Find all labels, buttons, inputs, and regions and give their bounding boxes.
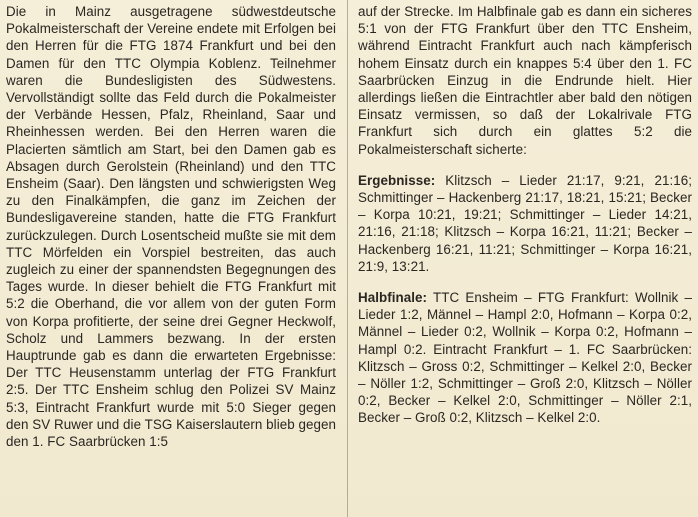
semifinal-text: TTC Ensheim – FTG Frankfurt: Wollnik – Lieder 1:2, Männel – Hampl 2:0, Hofmann – Korpa 0:2, Männel – Lieder 0:2, Wollnik – Korpa 0:2, Hofmann – Hampl 0:2. Eintracht Frankfurt – 1. FC Saarbrücken: Klitzsch – Gross 0:2, Schmittinger – Kelkel 2:0, Becker – Nöller 1:2, Schmittinger – Groß 2:0, Klitzsch – Nöller 0:2, Becker – Kelkel 2:0, Schmittinger – Nöller 2:1, Becker – Groß 0:2, Klitzsch – Kelkel 2:0.	[358, 290, 692, 426]
column-divider	[347, 0, 348, 517]
results-label: Ergebnisse:	[358, 172, 436, 188]
article-intro-paragraph: Die in Mainz ausgetragene südwestdeutsche Pokalmeisterschaft der Vereine endete mit Erfolgen bei den Herren für die FTG 1874 Frankfurt und bei den Damen für den TTC Olympia Koblenz. Teilnehmer waren die Bundesligisten des Südwestens. Vervollständigt sollte das Feld durch die Pokalmeister der Verbände Hessen, Pfalz, Rheinland, Saar und Rheinhessen werden. Bei den Herren waren die Placierten sämtlich am Start, bei den Damen gab es Absagen durch Gerolstein (Rheinland) und den TTC Ensheim (Saar). Den längsten und schwierigsten Weg zu den Finalkämpfen, die ganz im Zeichen der Bundesligavereine standen, hatte die FTG Frankfurt zurückzulegen. Durch Losentscheid mußte sie mit dem TTC Mörfelden ein Vorspiel bestreiten, das auch zugleich zu einer der spannendsten Begegnungen des Tages wurde. In dieser behielt die FTG Frankfurt mit 5:2 die Oberhand, die vor allem von der guten Form von Korpa profitierte, der seine drei Gegner Heckwolf, Scholz und Lammers bezwang. In der ersten Hauptrunde gab es dann die erwarteten Ergebnisse: Der TTC Heusenstamm unterlag der FTG Frankfurt 2:5. Der TTC Ensheim schlug den Polizei SV Mainz 5:3, Eintracht Frankfurt wurde mit 5:0 Sieger gegen den SV Ruwer und die TSG Kaiserslautern blieb gegen den 1. FC Saarbrücken 1:5	[6, 4, 336, 450]
results-text: Klitzsch – Lieder 21:17, 9:21, 21:16; Schmittinger – Hackenberg 21:17, 18:21, 15:21; Becker – Korpa 10:21, 19:21; Schmittinger – Lieder 14:21, 21:16, 21:18; Klitzsch – Korpa 16:21, 11:21; Becker – Hackenberg 16:21, 11:21; Schmittinger – Korpa 16:21, 21:9, 13:21.	[358, 172, 692, 274]
right-column	[358, 3, 692, 427]
semifinal-paragraph	[358, 289, 692, 427]
results-paragraph	[358, 172, 692, 275]
left-column	[6, 3, 336, 450]
article-continuation-paragraph: auf der Strecke. Im Halbfinale gab es dann ein sicheres 5:1 von der FTG Frankfurt über den TTC Ensheim, während Eintracht Frankfurt auch nach kämpferisch hohem Einsatz durch ein knappes 5:4 über den 1. FC Saarbrücken Einzug in die Endrunde hielt. Hier allerdings ließen die Eintrachtler aber bald den nötigen Einsatz vermissen, so daß der Lokalrivale FTG Frankfurt sich durch ein glattes 5:2 die Pokalmeisterschaft sicherte:	[358, 4, 692, 157]
semifinal-label: Halbfinale:	[358, 290, 428, 306]
